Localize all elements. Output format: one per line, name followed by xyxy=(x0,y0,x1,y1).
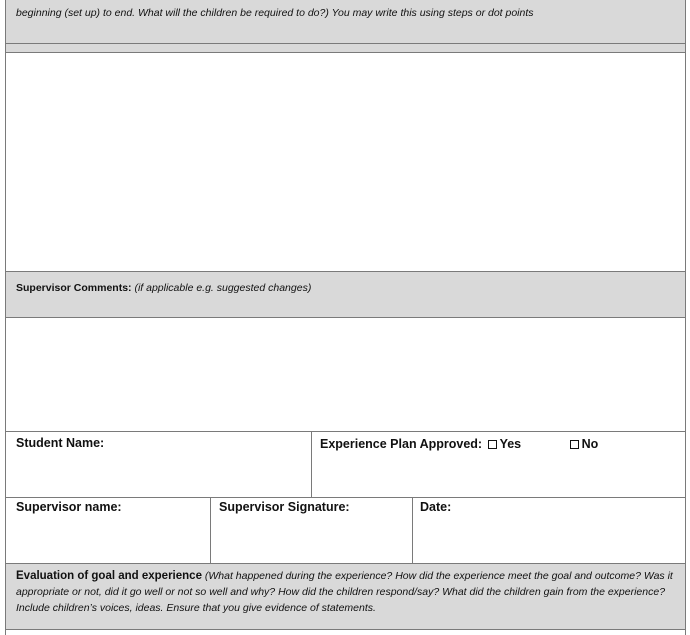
approval-label: Experience Plan Approved: xyxy=(320,437,483,451)
approval-no-option[interactable] xyxy=(570,437,599,451)
no-checkbox-icon[interactable] xyxy=(570,440,579,449)
experience-plan-form xyxy=(5,0,686,635)
approval-no-label: No xyxy=(581,437,599,451)
date-label: Date: xyxy=(420,500,452,514)
supervisor-comments-title xyxy=(16,280,676,296)
supervisor-signature-cell[interactable] xyxy=(210,498,412,563)
supervisor-signature-label: Supervisor Signature: xyxy=(219,500,350,514)
supervisor-name-cell[interactable] xyxy=(6,498,210,563)
approval-line xyxy=(320,436,598,452)
yes-checkbox-icon[interactable] xyxy=(488,440,497,449)
evaluation-header xyxy=(6,563,685,629)
student-name-label: Student Name: xyxy=(16,436,105,450)
evaluation-label: Evaluation of goal and experience xyxy=(16,570,202,582)
supervisor-comments-header xyxy=(6,271,685,317)
supervisor-comments-hint: (if applicable e.g. suggested changes) xyxy=(134,282,312,294)
supervisor-comments-answer-area[interactable] xyxy=(6,317,685,431)
approval-yes-option[interactable] xyxy=(488,437,525,451)
supervisor-name-label: Supervisor name: xyxy=(16,500,122,514)
procedure-answer-area[interactable] xyxy=(6,52,685,271)
procedure-header xyxy=(6,0,685,43)
procedure-instructions: beginning (set up) to end. What will the children be required to do?) You may write this using steps or dot points xyxy=(16,7,534,19)
evaluation-instructions xyxy=(16,568,678,616)
supervisor-signoff-row xyxy=(6,497,685,563)
student-name-cell[interactable] xyxy=(6,432,311,497)
approval-yes-label: Yes xyxy=(499,437,522,451)
student-approval-row xyxy=(6,431,685,497)
supervisor-comments-label: Supervisor Comments: xyxy=(16,282,132,294)
date-cell[interactable] xyxy=(412,498,685,563)
approval-cell xyxy=(311,432,685,497)
evaluation-hint: (What happened during the experience? How did the experience meet the goal and outcome? Was it appropriate or not, did it go well or not so well and why? How did the children respond/say? What did the children gain from the experience? Include children’s voices, ideas. Ensure that you give evidence of statements. xyxy=(16,570,673,614)
evaluation-answer-area[interactable] xyxy=(6,629,685,635)
procedure-divider-strip xyxy=(6,43,685,52)
